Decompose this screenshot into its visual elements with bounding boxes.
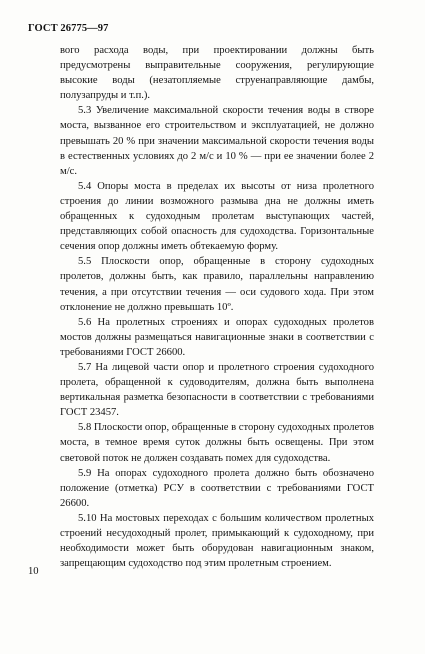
paragraph-continuation: вого расхода воды, при проектировании должны быть предусмотрены выправительные сооружения, регулирующие высокие воды (незатопляемые струенаправляющие дамбы, полузапруды и т.п.).: [60, 45, 374, 102]
page-number: 10: [28, 566, 39, 577]
document-body: [60, 43, 374, 571]
paragraph-5-4: 5.4 Опоры моста в пределах их высоты от низа пролетного строения до линии возможного размыва дна не должны иметь обращенных к судоходным пролетам выступающих частей, представляющих собой опасность для судоходства. Горизонтальные сечения опор должны иметь обтекаемую форму.: [60, 180, 374, 253]
standard-code-header: ГОСТ 26775—97: [28, 23, 109, 34]
paragraph-5-3: 5.3 Увеличение максимальной скорости течения воды в створе моста, вызванное его строительством и эксплуатацией, не должно превышать 20 % при значении максимальной скорости течения воды в естественных условиях до 2 м/с и 10 % — при ее значении более 2 м/с.: [60, 105, 374, 177]
paragraph-5-6: 5.6 На пролетных строениях и опорах судоходных пролетов мостов должны размещаться навигационные знаки в соответствии с требованиями ГОСТ 26600.: [60, 316, 374, 358]
paragraph-5-10: 5.10 На мостовых переходах с большим количеством пролетных строений несудоходный пролет, примыкающий к судоходному, при необходимости может быть оборудован навигационным знаком, запрещающим судоходство под этим пролетным строением.: [60, 512, 374, 570]
paragraph-5-5: 5.5 Плоскости опор, обращенные в сторону судоходных пролетов, должны быть, как правило, параллельны направлению течения, а при отсутствии течения — оси судового хода. При этом отклонение не должно превышать 10º.: [60, 256, 374, 313]
paragraph-5-7: 5.7 На лицевой части опор и пролетного строения судоходного пролета, обращенной к судоводителям, должна быть выполнена вертикальная разметка безопасности в соответствии с требованиями ГОСТ 23457.: [60, 361, 374, 419]
paragraph-5-8: 5.8 Плоскости опор, обращенные в сторону судоходных пролетов моста, в темное время суток должны быть освещены. При этом световой поток не должен создавать помех для судоходства.: [60, 422, 374, 464]
paragraph-5-9: 5.9 На опорах судоходного пролета должно быть обозначено положение (отметка) РСУ в соответствии с требованиями ГОСТ 26600.: [60, 467, 374, 509]
